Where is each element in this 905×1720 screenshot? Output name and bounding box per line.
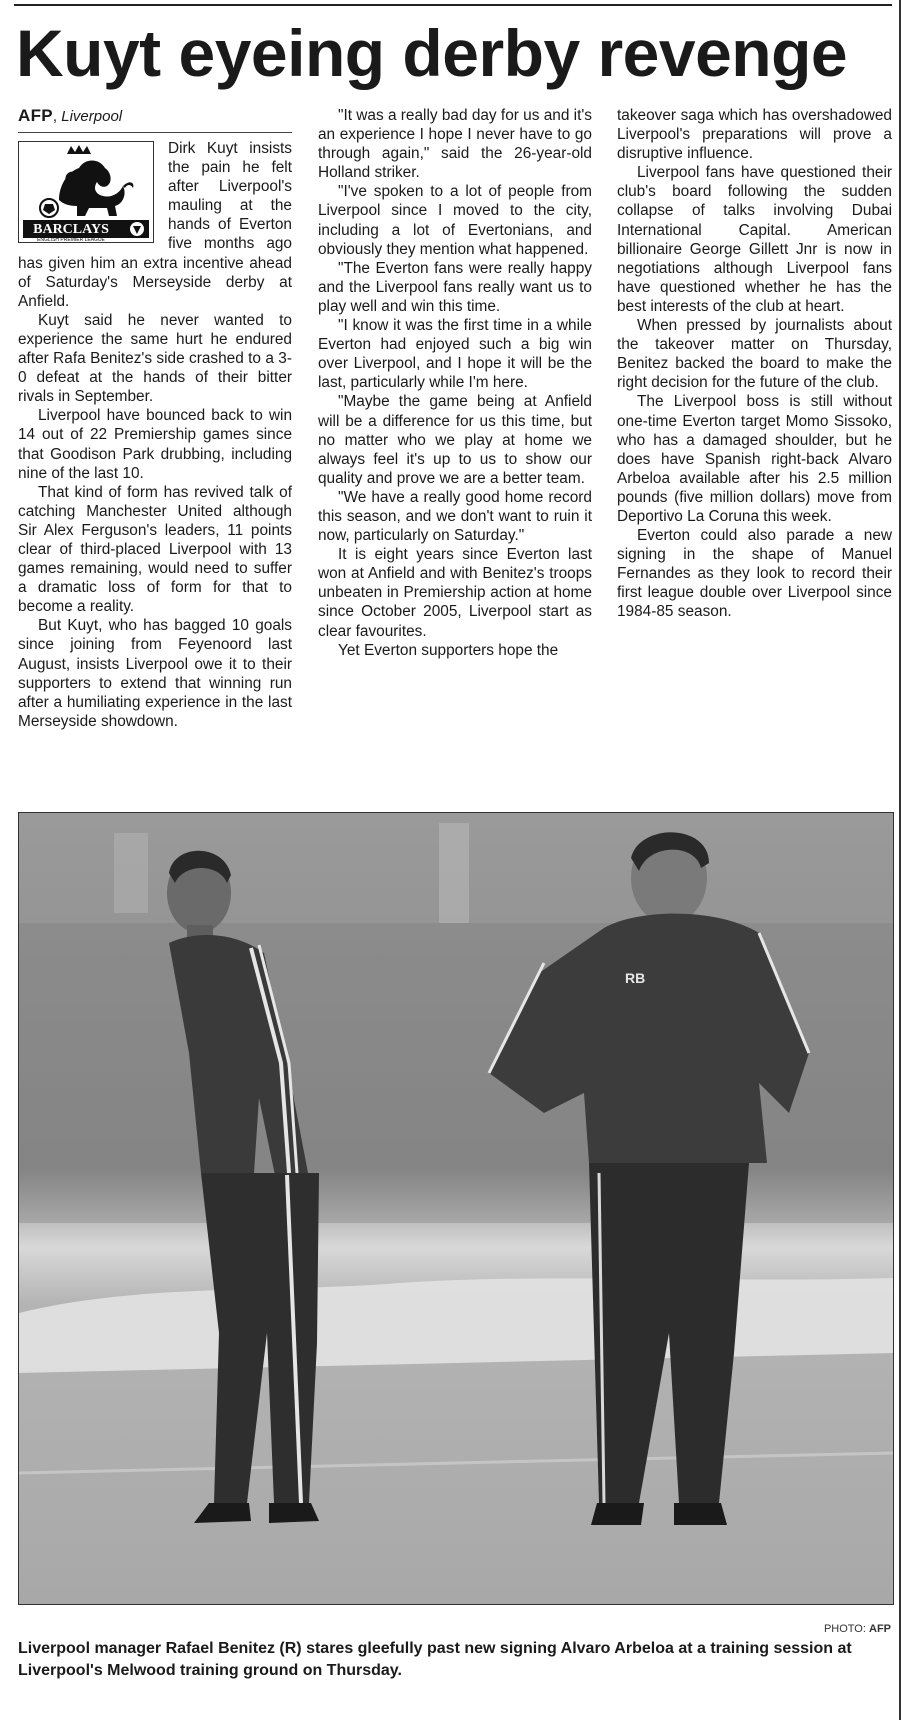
paragraph: "The Everton fans were really happy and the Liverpool fans really want us to play well and win this time. (318, 259, 592, 315)
paragraph: When pressed by journalists about the takeover matter on Thursday, Benitez backed the board to make the right decision for the future of the club. (617, 317, 892, 392)
photo-credit-label: PHOTO: (823, 1623, 866, 1635)
paragraph: Dirk Kuyt insists the pain he felt after Liverpool's mauling at the hands of Everton five months ago has given him an extra incentive ahead of Saturday's Merseyside derby at Anfield. (18, 140, 292, 310)
photo-credit (824, 1622, 891, 1636)
paragraph: takeover saga which has overshadowed Liverpool's preparations will prove a disruptive influence. (617, 107, 892, 163)
paragraph: Yet Everton supporters hope the (338, 641, 559, 659)
paragraph: Everton could also parade a new signing in the shape of Manuel Fernandes as they look to record their first league double over Liverpool since 1984-85 season. (617, 527, 892, 621)
paragraph: "Maybe the game being at Anfield will be a difference for us this time, but no matter who we play at home we always feel it's up to us to show our quality and prove we are a better team. (318, 393, 592, 487)
photo-caption: Liverpool manager Rafael Benitez (R) stares gleefully past new signing Alvaro Arbeloa at a training session at Liverpool's Melwood training ground on Thursday. (18, 1640, 852, 1679)
paragraph: That kind of form has revived talk of catching Manchester United although Sir Alex Ferguson's leaders, 11 points clear of third-placed Liverpool with 13 games remaining, would need to suffer a dramatic loss of form for that to become a reality. (18, 483, 292, 616)
paragraph: "It was a really bad day for us and it's an experience I hope I never have to go through again," said the 26-year-old Holland striker. (318, 107, 592, 182)
byline-agency: AFP (18, 106, 53, 125)
paragraph: Liverpool fans have questioned their club's board following the sudden collapse of talks involving Dubai International Capital. American billionaire George Gillett Jnr is now in negotiations although Liverpool fans have questioned whether he has the best interests of the club at heart. (617, 164, 892, 315)
photo-illustration (19, 813, 893, 1604)
article-column-2 (318, 106, 592, 660)
byline (18, 106, 292, 133)
paragraph: But Kuyt, who has bagged 10 goals since joining from Feyenoord last August, insists Liverpool owe it to their supporters to extend that winning run after a humiliating experience in the last Merseyside showdown. (18, 617, 292, 730)
paragraph: Liverpool have bounced back to win 14 out of 22 Premiership games since that Goodison Park drubbing, including nine of the last 10. (18, 407, 292, 482)
article-column-3 (617, 106, 892, 622)
top-rule (14, 4, 892, 6)
lion-crest-icon (19, 142, 153, 242)
paragraph: The Liverpool boss is still without one-time Everton target Momo Sissoko, who has a damaged shoulder, but he does have Spanish right-back Alvaro Arbeloa available after his 2.5 million pounds (five million dollars) move from Deportivo La Coruna this week. (617, 393, 892, 525)
paragraph: "We have a really good home record this season, and we don't want to ruin it now, particularly on Saturday." (318, 488, 592, 545)
training-photo (18, 812, 894, 1605)
column-rule-right (899, 0, 901, 1720)
headline: Kuyt eyeing derby revenge (16, 16, 848, 90)
paragraph: It is eight years since Everton last won at Anfield and with Benitez's troops unbeaten in Premiership action at home since October 2005, Liverpool start as clear favourites. (318, 546, 592, 640)
logo-subtext: ENGLISH PREMIER LEAGUE (37, 237, 105, 242)
paragraph: "I know it was the first time in a while Everton had enjoyed such a big win over Liverpool, and I hope it will be the last, particularly while I'm here. (318, 317, 592, 392)
photo-credit-source: AFP (869, 1623, 891, 1635)
byline-separator: , (52, 108, 58, 125)
paragraph: Kuyt said he never wanted to experience the same hurt he endured after Rafa Benitez's side crashed to a 3-0 defeat at the hands of their bitter rivals in September. (18, 311, 292, 406)
byline-place: Liverpool (61, 108, 123, 125)
article-column-1 (18, 106, 292, 731)
logo-wordmark: BARCLAYS (33, 222, 109, 237)
jacket-initials: RB (625, 970, 646, 986)
premier-league-logo (18, 141, 154, 243)
paragraph: "I've spoken to a lot of people from Liverpool since I moved to the city, including a lot of Evertonians, and obviously they mention what happened. (318, 183, 592, 258)
